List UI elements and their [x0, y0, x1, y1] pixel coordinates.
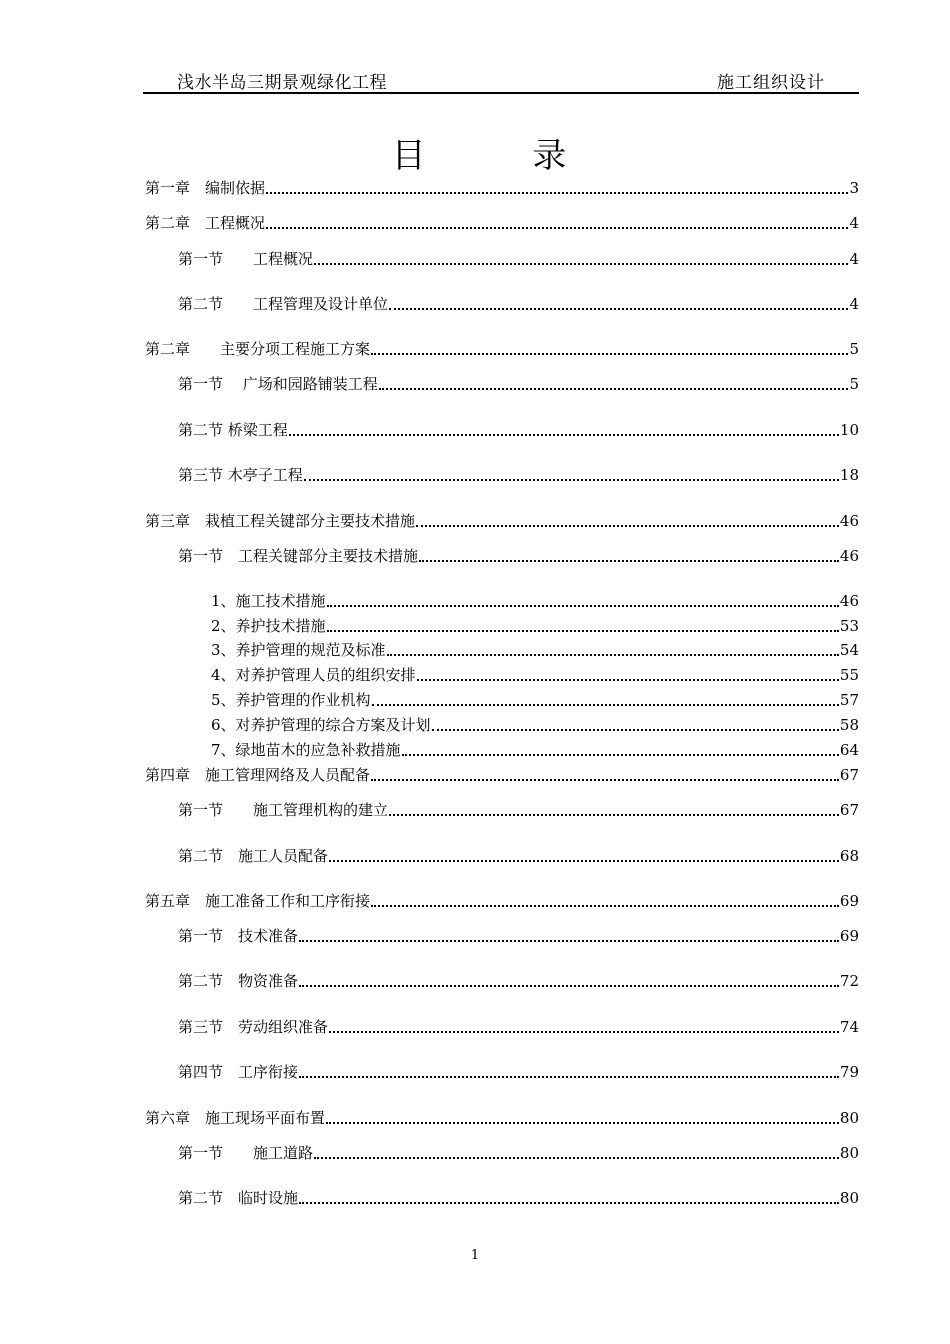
toc-entry-item[interactable] [211, 713, 859, 735]
toc-entry-label: 第一节 广场和园路铺装工程 [178, 375, 378, 393]
toc-entry-label: 第一节 施工道路 [178, 1144, 314, 1162]
toc-entry-page: 64 [839, 741, 859, 759]
toc-entry-label: 3、养护管理的规范及标准 [211, 641, 386, 659]
toc-entry-page: 4 [849, 214, 859, 232]
toc-dot-leader [299, 985, 839, 987]
toc-entry-section[interactable] [178, 1186, 859, 1208]
toc-entry-section[interactable] [178, 1141, 859, 1163]
toc-entry-label: 第二节 施工人员配备 [178, 847, 329, 865]
toc-dot-leader [379, 388, 849, 390]
toc-entry-section[interactable] [178, 924, 859, 946]
toc-entry-page: 5 [849, 375, 859, 393]
toc-entry-label: 第五章 施工准备工作和工序衔接 [145, 892, 371, 910]
toc-entry-page: 79 [839, 1063, 859, 1081]
toc-entry-label: 第三节 劳动组织准备 [178, 1018, 329, 1036]
toc-dot-leader [266, 227, 848, 229]
toc-entry-page: 18 [839, 466, 859, 484]
toc-entry-label: 第二节 物资准备 [178, 972, 299, 990]
toc-entry-label: 第二章 工程概况 [145, 214, 266, 232]
header-doc-type: 施工组织设计 [717, 73, 825, 93]
toc-entry-page: 67 [839, 766, 859, 784]
toc-dot-leader [299, 1076, 839, 1078]
toc-dot-leader [326, 1122, 839, 1124]
toc-entry-label: 2、养护技术措施 [211, 617, 326, 635]
toc-entry-label: 7、绿地苗木的应急补救措施 [211, 741, 401, 759]
toc-entry-page: 54 [839, 641, 859, 659]
toc-entry-section[interactable] [178, 372, 859, 394]
page-number: 1 [470, 1248, 480, 1263]
toc-entry-page: 46 [839, 512, 859, 530]
toc-dot-leader [314, 1157, 839, 1159]
toc-entry-page: 68 [839, 847, 859, 865]
toc-entry-label: 第一章 编制依据 [145, 179, 266, 197]
toc-entry-page: 5 [849, 340, 859, 358]
toc-entry-label: 第四节 工序衔接 [178, 1063, 299, 1081]
toc-entry-section[interactable] [178, 1015, 859, 1037]
toc-entry-item[interactable] [211, 738, 859, 760]
toc-entry-page: 74 [839, 1018, 859, 1036]
toc-entry-label: 第六章 施工现场平面布置 [145, 1109, 326, 1127]
toc-dot-leader [329, 1031, 839, 1033]
toc-entry-page: 80 [839, 1189, 859, 1207]
toc-entry-section[interactable] [178, 418, 859, 440]
toc-entry-label: 第一节 施工管理机构的建立 [178, 801, 389, 819]
toc-entry-chapter[interactable] [145, 889, 859, 911]
toc-entry-page: 72 [839, 972, 859, 990]
toc-entry-page: 80 [839, 1144, 859, 1162]
toc-entry-page: 55 [839, 666, 859, 684]
toc-dot-leader [329, 860, 839, 862]
toc-entry-item[interactable] [211, 663, 859, 685]
toc-entry-item[interactable] [211, 614, 859, 636]
toc-dot-leader [402, 754, 839, 756]
toc-entry-chapter[interactable] [145, 763, 859, 785]
toc-entry-section[interactable] [178, 247, 859, 269]
toc-entry-page: 58 [839, 716, 859, 734]
toc-entry-label: 4、对养护管理人员的组织安排 [211, 666, 416, 684]
toc-entry-page: 69 [839, 892, 859, 910]
toc-entry-item[interactable] [211, 688, 859, 710]
toc-title: 目 录 [391, 136, 615, 176]
toc-dot-leader [371, 353, 848, 355]
toc-entry-section[interactable] [178, 292, 859, 314]
toc-entry-chapter[interactable] [145, 1106, 859, 1128]
toc-entry-page: 53 [839, 617, 859, 635]
toc-dot-leader [372, 704, 839, 706]
toc-entry-label: 第一节 工程概况 [178, 250, 314, 268]
toc-entry-page: 67 [839, 801, 859, 819]
toc-entry-label: 第二章 主要分项工程施工方案 [145, 340, 371, 358]
toc-dot-leader [387, 654, 839, 656]
toc-entry-label: 第一节 技术准备 [178, 927, 299, 945]
toc-entry-chapter[interactable] [145, 337, 859, 359]
toc-dot-leader [299, 940, 839, 942]
toc-entry-label: 第二节 临时设施 [178, 1189, 299, 1207]
toc-entry-page: 46 [839, 547, 859, 565]
toc-entry-chapter[interactable] [145, 509, 859, 531]
toc-entry-page: 69 [839, 927, 859, 945]
toc-entry-label: 第三节 木亭子工程 [178, 466, 303, 484]
toc-entry-section[interactable] [178, 1060, 859, 1082]
toc-entry-chapter[interactable] [145, 176, 859, 198]
toc-entry-chapter[interactable] [145, 211, 859, 233]
toc-dot-leader [289, 434, 839, 436]
toc-entry-item[interactable] [211, 589, 859, 611]
toc-entry-label: 1、施工技术措施 [211, 592, 326, 610]
toc-dot-leader [266, 192, 848, 194]
toc-dot-leader [389, 814, 839, 816]
toc-dot-leader [327, 630, 839, 632]
toc-entry-label: 第二节 工程管理及设计单位 [178, 295, 389, 313]
toc-entry-section[interactable] [178, 544, 859, 566]
toc-entry-section[interactable] [178, 969, 859, 991]
toc-entry-label: 5、养护管理的作业机构 [211, 691, 371, 709]
toc-entry-section[interactable] [178, 844, 859, 866]
toc-entry-label: 第二节 桥梁工程 [178, 421, 288, 439]
toc-entry-label: 第一节 工程关键部分主要技术措施 [178, 547, 419, 565]
toc-dot-leader [432, 729, 839, 731]
toc-entry-label: 第三章 栽植工程关键部分主要技术措施 [145, 512, 416, 530]
toc-entry-item[interactable] [211, 638, 859, 660]
toc-dot-leader [419, 560, 839, 562]
toc-entry-section[interactable] [178, 463, 859, 485]
toc-entry-page: 4 [849, 250, 859, 268]
toc-entry-page: 46 [839, 592, 859, 610]
toc-dot-leader [304, 479, 839, 481]
toc-entry-section[interactable] [178, 798, 859, 820]
toc-dot-leader [299, 1202, 839, 1204]
toc-dot-leader [371, 779, 839, 781]
toc-entry-label: 6、对养护管理的综合方案及计划 [211, 716, 431, 734]
toc-dot-leader [314, 263, 848, 265]
toc-entry-page: 10 [839, 421, 859, 439]
toc-entry-page: 80 [839, 1109, 859, 1127]
toc-dot-leader [389, 308, 848, 310]
toc-dot-leader [327, 605, 839, 607]
toc-dot-leader [371, 905, 839, 907]
header-project-title: 浅水半岛三期景观绿化工程 [177, 73, 387, 93]
toc-entry-label: 第四章 施工管理网络及人员配备 [145, 766, 371, 784]
toc-dot-leader [417, 679, 839, 681]
toc-entry-page: 57 [839, 691, 859, 709]
toc-entry-page: 4 [849, 295, 859, 313]
toc-dot-leader [416, 525, 839, 527]
toc-entry-page: 3 [849, 179, 859, 197]
